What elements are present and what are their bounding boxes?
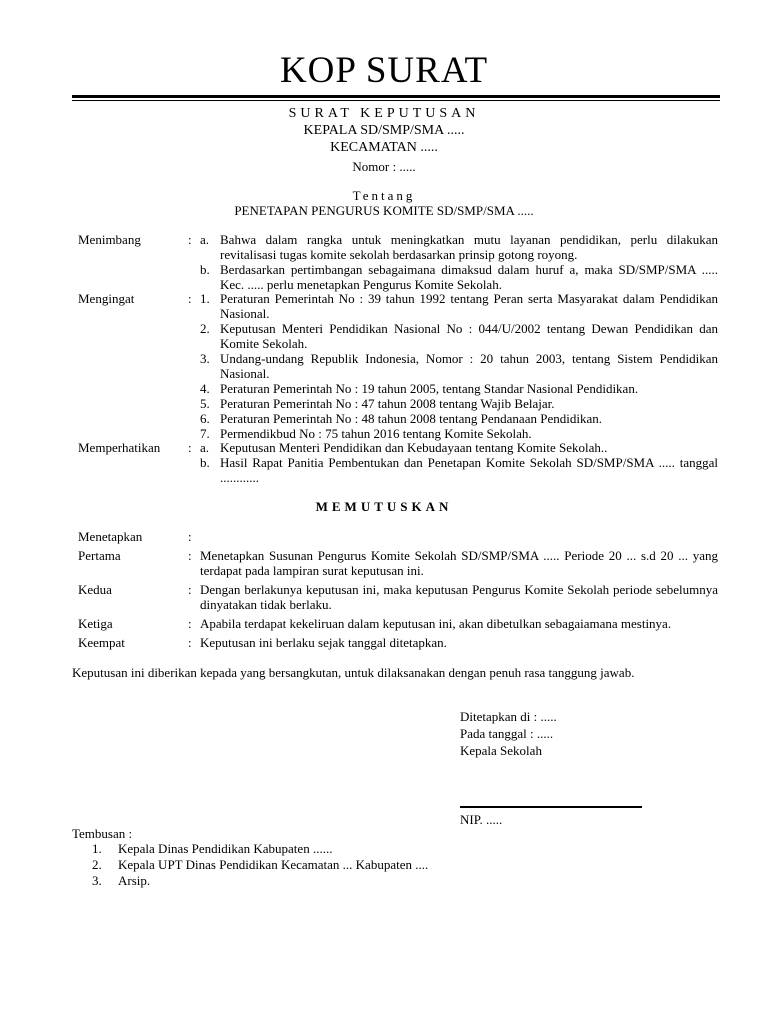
remembering-item [200, 381, 718, 396]
item-number: b. [200, 262, 210, 277]
remembering-item [200, 426, 718, 441]
closing-statement: Keputusan ini diberikan kepada yang bersangkutan, untuk dilaksanakan dengan penuh rasa tanggung jawab. [72, 665, 635, 680]
cc-number: 2. [92, 857, 102, 872]
remembering-label: Mengingat [78, 291, 135, 306]
item-number: 3. [200, 351, 210, 366]
item-text: Berdasarkan pertimbangan sebagaimana dimaksud dalam huruf a, maka SD/SMP/SMA ..... Kec. ..... perlu menetapkan Pengurus Komite Sekolah. [220, 262, 718, 292]
decision-row [78, 582, 718, 612]
signature-place: Ditetapkan di : ..... [460, 709, 557, 724]
cc-text: Kepala Dinas Pendidikan Kabupaten ...... [118, 841, 333, 856]
decision-text: Apabila terdapat kekeliruan dalam keputusan ini, akan dibetulkan sebagaiamana mestinya. [200, 616, 672, 631]
item-text: Peraturan Pemerintah No : 19 tahun 2005, tentang Standar Nasional Pendidikan. [220, 381, 639, 396]
considering-colon: : [188, 232, 192, 247]
remembering-item [200, 411, 718, 426]
doc-number: Nomor : ..... [352, 159, 416, 174]
item-number: b. [200, 455, 210, 470]
decision-text: Dengan berlakunya keputusan ini, maka keputusan Pengurus Komite Sekolah periode sebelumnya dinyatakan tidak berlaku. [200, 582, 718, 612]
remembering-item [200, 351, 718, 381]
item-text: Peraturan Pemerintah No : 47 tahun 2008 tentang Wajib Belajar. [220, 396, 555, 411]
item-text: Permendikbud No : 75 tahun 2016 tentang Komite Sekolah. [220, 426, 532, 441]
item-text: Peraturan Pemerintah No : 39 tahun 1992 tentang Peran serta Masyarakat dalam Pendidikan Nasional. [220, 291, 718, 321]
remembering-item [200, 291, 718, 321]
cc-item [92, 873, 428, 889]
remembering-colon: : [188, 291, 192, 306]
letterhead-rule-thin [72, 100, 720, 101]
item-text: Undang-undang Republik Indonesia, Nomor : 20 tahun 2003, tentang Sistem Pendidikan Nasional. [220, 351, 718, 381]
considering-section [78, 232, 718, 292]
considering-item [200, 262, 718, 292]
decision-row [78, 548, 718, 578]
cc-text: Kepala UPT Dinas Pendidikan Kecamatan ... Kabupaten .... [118, 857, 429, 872]
decision-colon: : [188, 582, 192, 597]
decision-label: Pertama [78, 548, 121, 563]
decision-colon: : [188, 529, 192, 544]
item-text: Bahwa dalam rangka untuk meningkatkan mutu layanan pendidikan, perlu dilakukan revitalisasi tugas komite sekolah berdasarkan prinsip gotong royong. [220, 232, 718, 262]
item-number: 7. [200, 426, 210, 441]
remembering-section [78, 291, 718, 441]
cc-title: Tembusan : [72, 826, 133, 841]
decision-label: Keempat [78, 635, 125, 650]
about-label: Tentang [352, 188, 416, 203]
decision-text: Menetapkan Susunan Pengurus Komite Sekolah SD/SMP/SMA ..... Periode 20 ... s.d 20 ... yang terdapat pada lampiran surat keputusan ini. [200, 548, 718, 578]
issuer: KEPALA SD/SMP/SMA ..... [303, 123, 465, 138]
decision-row [78, 635, 718, 650]
noting-item [200, 455, 718, 485]
decision-label: Kedua [78, 582, 112, 597]
item-text: Hasil Rapat Panitia Pembentukan dan Penetapan Komite Sekolah SD/SMP/SMA ..... tanggal ............ [220, 455, 718, 485]
decisions-section [78, 529, 718, 654]
item-text: Keputusan Menteri Pendidikan Nasional No : 044/U/2002 tentang Dewan Pendidikan dan Komite Sekolah. [220, 321, 718, 351]
item-text: Keputusan Menteri Pendidikan dan Kebudayaan tentang Komite Sekolah.. [220, 440, 608, 455]
cc-number: 3. [92, 873, 102, 888]
decision-colon: : [188, 548, 192, 563]
signature-position: Kepala Sekolah [460, 743, 542, 758]
noting-section [78, 440, 718, 485]
cc-list [92, 841, 428, 889]
remembering-item [200, 396, 718, 411]
item-text: Peraturan Pemerintah No : 48 tahun 2008 tentang Pendanaan Pendidikan. [220, 411, 602, 426]
doc-subject: PENETAPAN PENGURUS KOMITE SD/SMP/SMA ..... [234, 203, 534, 218]
item-number: 4. [200, 381, 210, 396]
noting-item [200, 440, 718, 455]
decide-title: MEMUTUSKAN [315, 499, 453, 514]
cc-text: Arsip. [118, 873, 151, 888]
district: KECAMATAN ..... [330, 140, 438, 155]
decision-colon: : [188, 616, 192, 631]
cc-number: 1. [92, 841, 102, 856]
noting-colon: : [188, 440, 192, 455]
decision-label: Ketiga [78, 616, 113, 631]
letterhead-rule-thick [72, 95, 720, 98]
noting-label: Memperhatikan [78, 440, 161, 455]
remembering-item [200, 321, 718, 351]
signature-block [460, 708, 720, 759]
decision-text: Keputusan ini berlaku sejak tanggal ditetapkan. [200, 635, 447, 650]
letterhead-title: KOP SURAT [279, 50, 489, 91]
signature-line [460, 806, 642, 808]
decision-row [78, 616, 718, 631]
considering-item [200, 232, 718, 262]
item-number: 1. [200, 291, 210, 306]
decision-colon: : [188, 635, 192, 650]
item-number: a. [200, 232, 210, 247]
item-number: 5. [200, 396, 210, 411]
decision-text [200, 529, 718, 544]
decision-row [78, 529, 718, 544]
cc-item [92, 841, 428, 857]
signature-date: Pada tanggal : ..... [460, 726, 554, 741]
considering-label: Menimbang [78, 232, 141, 247]
signature-nip: NIP. ..... [460, 812, 503, 827]
item-number: 2. [200, 321, 210, 336]
item-number: a. [200, 440, 210, 455]
item-number: 6. [200, 411, 210, 426]
decision-label: Menetapkan [78, 529, 143, 544]
cc-item [92, 857, 428, 873]
doc-type: SURAT KEPUTUSAN [288, 106, 480, 121]
